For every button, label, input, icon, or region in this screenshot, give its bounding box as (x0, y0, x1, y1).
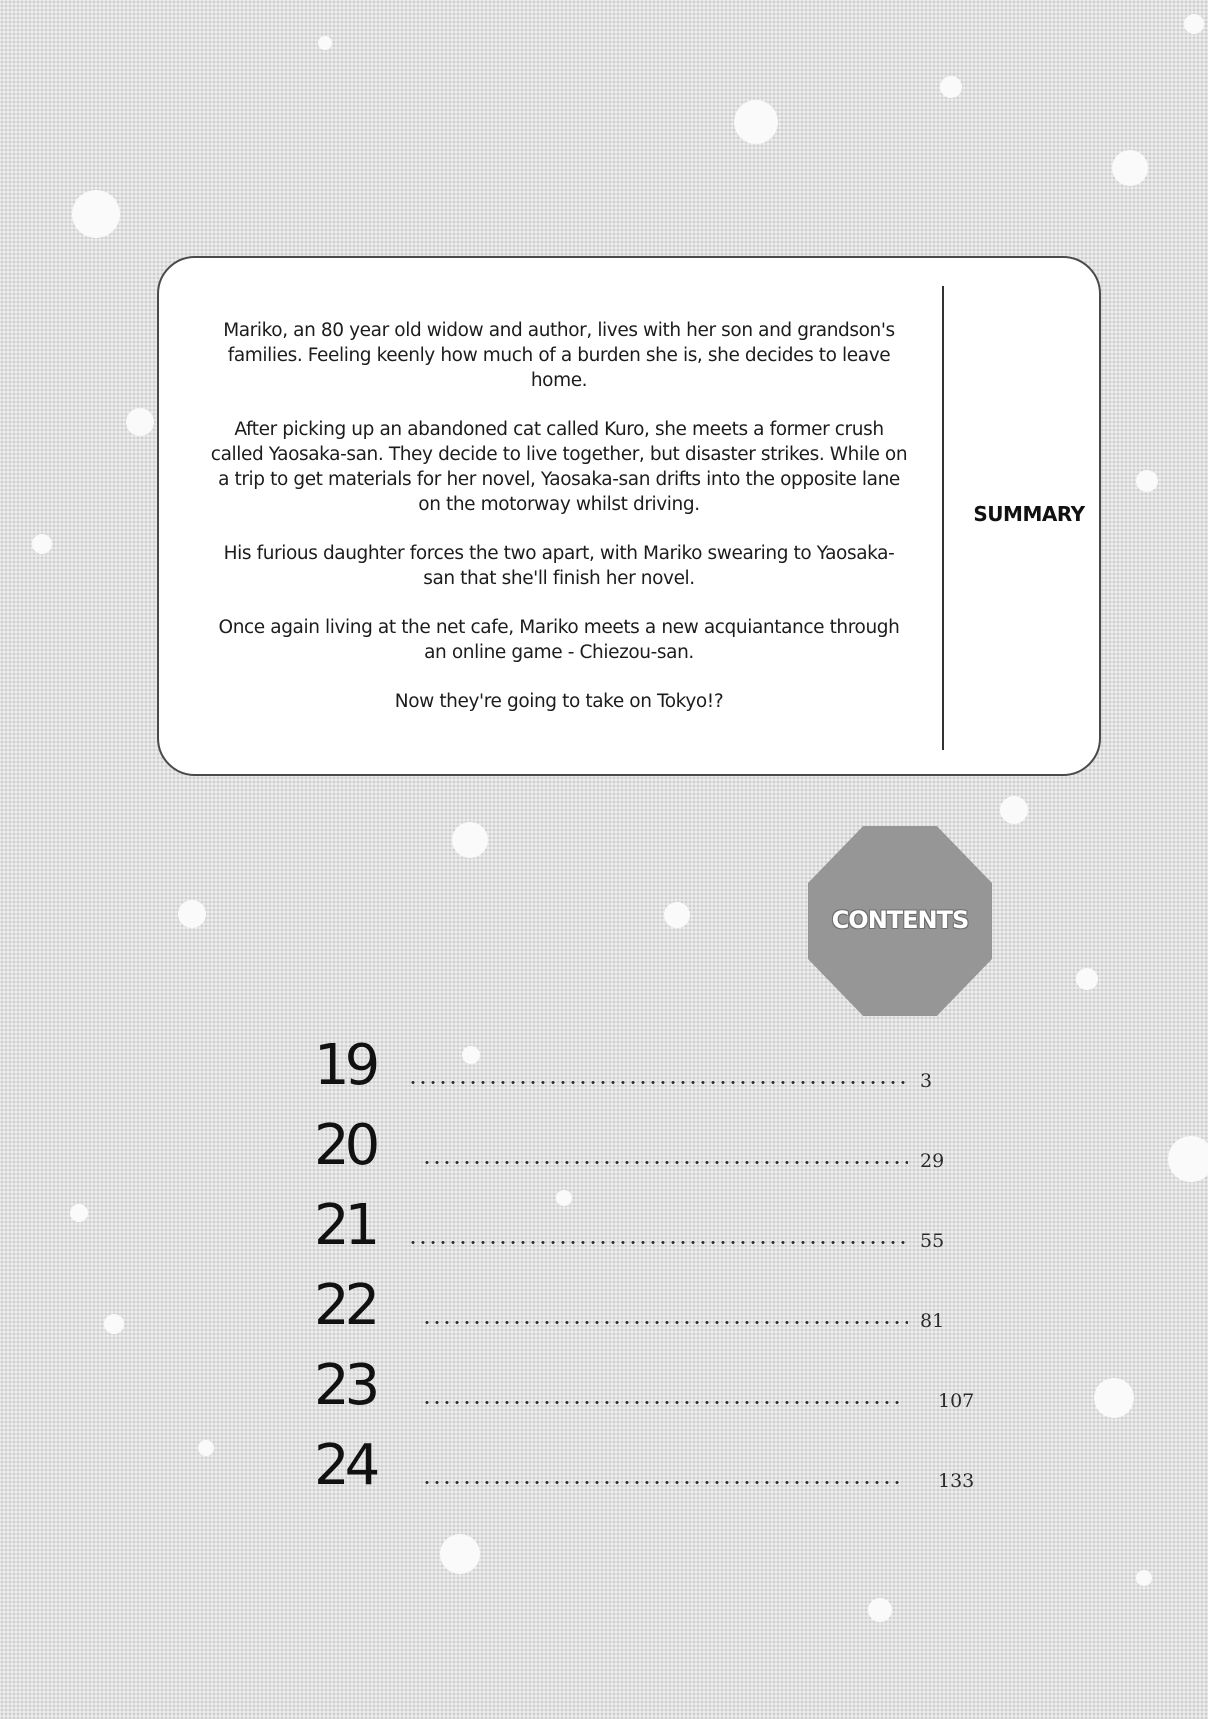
snow-dot (734, 100, 778, 144)
toc-leader-dots (408, 1081, 908, 1084)
toc-entry[interactable] (314, 1348, 994, 1418)
toc-page-number: 29 (920, 1150, 945, 1172)
snow-dot (664, 902, 690, 928)
summary-divider (942, 286, 944, 750)
toc-chapter-number: 22 (314, 1273, 376, 1338)
toc-chapter-number: 20 (314, 1113, 376, 1178)
snow-dot (1184, 14, 1204, 34)
snow-dot (318, 36, 332, 50)
summary-paragraph: Now they're going to take on Tokyo!? (394, 691, 724, 712)
toc-entry[interactable] (314, 1268, 994, 1338)
summary-card (157, 256, 1101, 776)
toc-leader-dots (422, 1401, 904, 1404)
toc-page-number: 81 (920, 1310, 945, 1332)
toc-page-number: 133 (938, 1470, 975, 1492)
snow-dot (1136, 470, 1158, 492)
summary-text (209, 318, 909, 738)
toc-leader-dots (408, 1241, 908, 1244)
toc-leader-dots (422, 1321, 908, 1324)
toc-entry[interactable] (314, 1188, 994, 1258)
snow-dot (1168, 1136, 1208, 1182)
snow-dot (868, 1598, 892, 1622)
toc-entry[interactable] (314, 1108, 994, 1178)
toc-page-number: 55 (920, 1230, 945, 1252)
toc-chapter-number: 19 (314, 1033, 376, 1098)
summary-paragraph: After picking up an abandoned cat called Kuro, she meets a former crush called Yaosaka-san. They decide to live together, but disaster strikes. While on a trip to get materials for her novel, Yaosaka-san drifts into the opposite lane on the motorway whilst driving. (210, 419, 908, 515)
toc-leader-dots (422, 1481, 904, 1484)
snow-dot (126, 408, 154, 436)
toc-entry[interactable] (314, 1028, 994, 1098)
toc-leader-dots (422, 1161, 908, 1164)
snow-dot (940, 76, 962, 98)
summary-paragraph: Mariko, an 80 year old widow and author, lives with her son and grandson's families. Feeling keenly how much of a burden she is, she decides to leave home. (223, 320, 895, 391)
snow-dot (452, 822, 488, 858)
snow-dot (32, 534, 52, 554)
toc-chapter-number: 23 (314, 1353, 376, 1418)
snow-dot (1112, 150, 1148, 186)
snow-dot (1076, 968, 1098, 990)
contents-title: CONTENTS (831, 906, 969, 934)
summary-paragraph: His furious daughter forces the two apart, with Mariko swearing to Yaosaka-san that she'll finish her novel. (223, 543, 895, 589)
snow-dot (178, 900, 206, 928)
snow-dot (440, 1534, 480, 1574)
summary-label: SUMMARY (973, 502, 1085, 526)
toc-page-number: 107 (938, 1390, 975, 1412)
snow-dot (1136, 1570, 1152, 1586)
snow-dot (72, 190, 120, 238)
toc-entry[interactable] (314, 1428, 994, 1498)
snow-dot (198, 1440, 214, 1456)
snow-dot (104, 1314, 124, 1334)
toc-page-number: 3 (920, 1070, 933, 1092)
toc-chapter-number: 21 (314, 1193, 376, 1258)
snow-dot (1094, 1378, 1134, 1418)
summary-paragraph: Once again living at the net cafe, Mariko meets a new acquiantance through an online game - Chiezou-san. (218, 617, 900, 663)
snow-dot (70, 1204, 88, 1222)
toc-chapter-number: 24 (314, 1433, 376, 1498)
snow-dot (1000, 796, 1028, 824)
